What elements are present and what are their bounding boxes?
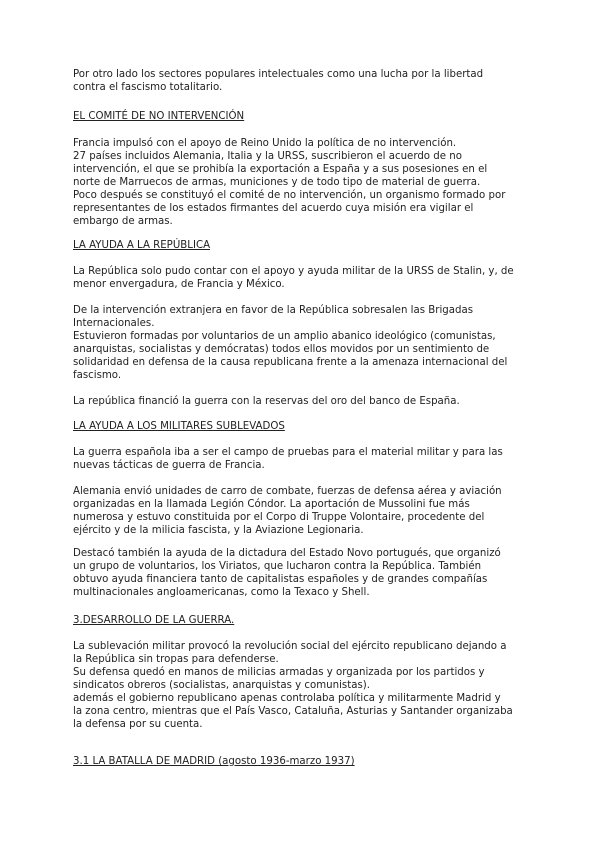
paragraph-ayuda-republica-2 [73, 304, 529, 382]
text-line: Por otro lado los sectores populares intelectuales como una lucha por la libertad [73, 69, 484, 80]
heading-desarrollo-guerra: 3.DESARROLLO DE LA GUERRA. [73, 615, 235, 626]
text-line: solidaridad en defensa de la causa republicana frente a la amenaza internacional del [73, 357, 508, 368]
text-line: intervención, el que se prohibía la exportación a España y a sus posesiones en el [73, 164, 488, 175]
text-line: la República sin tropas para defenderse. [73, 654, 279, 665]
paragraph-desarrollo [73, 640, 529, 731]
text-line: contra el fascismo totalitario. [73, 82, 223, 93]
text-line: nuevas tácticas de guerra de Francia. [73, 460, 265, 471]
heading-ayuda-sublevados: LA AYUDA A LOS MILITARES SUBLEVADOS [73, 421, 285, 432]
text-line: La guerra española iba a ser el campo de pruebas para el material militar y para las [73, 447, 503, 458]
text-line: Internacionales. [73, 318, 155, 329]
text-line: anarquistas, socialistas y demócratas) todos ellos movidos por un sentimiento de [73, 344, 490, 355]
text-line: sindicatos obreros (socialistas, anarquistas y comunistas). [73, 680, 370, 691]
text-line: norte de Marruecos de armas, municiones y de todo tipo de material de guerra. [73, 177, 481, 188]
paragraph-ayuda-republica-3 [73, 395, 529, 408]
text-line: un grupo de voluntarios, los Viriatos, que lucharon contra la República. También [73, 561, 482, 572]
heading-no-intervencion: EL COMITÉ DE NO INTERVENCIÓN [73, 111, 245, 122]
text-line: menor envergadura, de Francia y México. [73, 279, 285, 290]
text-line: fascismo. [73, 370, 122, 381]
text-line: multinacionales angloamericanas, como la Texaco y Shell. [73, 587, 370, 598]
intro-paragraph [73, 68, 529, 94]
text-line: además el gobierno republicano apenas controlaba política y militarmente Madrid y [73, 693, 501, 704]
heading-batalla-madrid: 3.1 LA BATALLA DE MADRID (agosto 1936-marzo 1937) [73, 756, 355, 767]
text-line: La sublevación militar provocó la revolución social del ejército republicano dejando a [73, 641, 507, 652]
paragraph-ayuda-sublevados-3 [73, 547, 529, 599]
text-line: Su defensa quedó en manos de milicias armadas y organizada por los partidos y [73, 667, 485, 678]
text-line: la zona centro, mientras que el País Vasco, Cataluña, Asturias y Santander organizaba [73, 706, 513, 717]
text-line: obtuvo ayuda financiera tanto de capitalistas españoles y de grandes compañías [73, 574, 488, 585]
text-line: embargo de armas. [73, 216, 173, 227]
text-line: Destacó también la ayuda de la dictadura del Estado Novo portugués, que organizó [73, 548, 501, 559]
heading-ayuda-republica: LA AYUDA A LA REPÚBLICA [73, 240, 211, 251]
text-line: La república financió la guerra con la reservas del oro del banco de España. [73, 396, 460, 407]
text-line: Estuvieron formadas por voluntarios de un amplio abanico ideológico (comunistas, [73, 331, 496, 342]
paragraph-no-intervencion [73, 137, 529, 228]
text-line: De la intervención extranjera en favor de la República sobresalen las Brigadas [73, 305, 474, 316]
paragraph-ayuda-sublevados-1 [73, 446, 529, 472]
paragraph-ayuda-republica-1 [73, 265, 529, 291]
text-line: ejército y de la milicia fascista, y la Aviazione Legionaria. [73, 525, 364, 536]
text-line: organizadas en la llamada Legión Cóndor. La aportación de Mussolini fue más [73, 499, 470, 510]
text-line: Poco después se constituyó el comité de no intervención, un organismo formado por [73, 190, 506, 201]
text-line: Francia impulsó con el apoyo de Reino Unido la política de no intervención. [73, 138, 457, 149]
paragraph-ayuda-sublevados-2 [73, 485, 529, 537]
text-line: La República solo pudo contar con el apoyo y ayuda militar de la URSS de Stalin, y, de [73, 266, 514, 277]
text-line: representantes de los estados firmantes del acuerdo cuya misión era vigilar el [73, 203, 474, 214]
text-line: numerosa y estuvo constituida por el Corpo di Truppe Volontaire, procedente del [73, 512, 485, 523]
text-line: Alemania envió unidades de carro de combate, fuerzas de defensa aérea y aviación [73, 486, 502, 497]
text-line: 27 países incluidos Alemania, Italia y la URSS, suscribieron el acuerdo de no [73, 151, 462, 162]
text-line: la defensa por su cuenta. [73, 719, 203, 730]
